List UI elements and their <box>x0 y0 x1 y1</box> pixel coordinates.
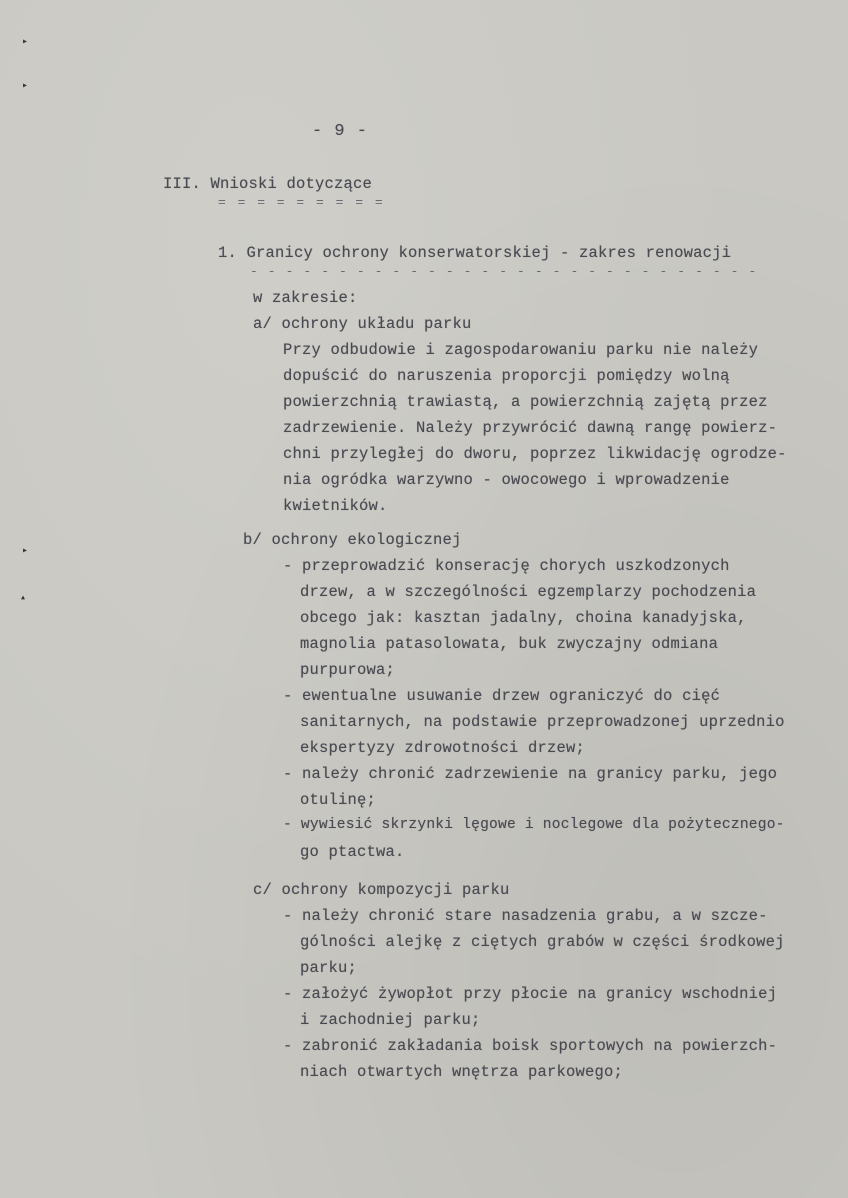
item-a-line: Przy odbudowie i zagospodarowaniu parku nie należy <box>283 341 759 359</box>
item-b-line: - należy chronić zadrzewienie na granicy parku, jego <box>283 765 778 783</box>
item-c-line: - założyć żywopłot przy płocie na granicy wschodniej <box>283 985 778 1003</box>
item-c-line: - zabronić zakładania boisk sportowych na powierzch- <box>283 1037 778 1055</box>
item-a-line: zadrzewienie. Należy przywrócić dawną rangę powierz- <box>283 419 778 437</box>
intro-text: w zakresie: <box>253 289 358 307</box>
item-a-line: dopuścić do naruszenia proporcji pomiędzy wolną <box>283 367 730 385</box>
item-b-line: otulinę; <box>300 791 377 809</box>
item-b-line: drzew, a w szczególności egzemplarzy pochodzenia <box>300 583 757 601</box>
item-c-line: i zachodniej parku; <box>300 1011 481 1029</box>
item-a-line: powierzchnią trawiastą, a powierzchnią zajętą przez <box>283 393 768 411</box>
page-number: - 9 - <box>312 122 369 141</box>
section-heading: III. Wnioski dotyczące <box>163 175 373 193</box>
item-a-line: chni przyległej do dworu, poprzez likwidację ogrodze- <box>283 445 787 463</box>
item-b-line: ekspertyzy zdrowotności drzew; <box>300 739 586 757</box>
margin-mark: ▴ <box>20 593 27 604</box>
item-b-line: - ewentualne usuwanie drzew ograniczyć do cięć <box>283 687 721 705</box>
item-b-line: purpurowa; <box>300 661 396 679</box>
section-underline: = = = = = = = = = <box>218 195 385 210</box>
item-c-line: gólności alejkę z ciętych grabów w części środkowej <box>300 933 785 951</box>
item-b-line: - wywiesić skrzynki lęgowe i noclegowe dla pożytecznego- <box>283 817 785 833</box>
item-b-line: obcego jak: kasztan jadalny, choina kanadyjska, <box>300 609 747 627</box>
item-c-heading: c/ ochrony kompozycji parku <box>253 881 510 899</box>
margin-mark: ▸ <box>22 37 29 48</box>
subsection-heading: 1. Granicy ochrony konserwatorskiej - zakres renowacji <box>218 244 732 262</box>
item-a-line: nia ogródka warzywno - owocowego i wprowadzenie <box>283 471 730 489</box>
item-b-line: - przeprowadzić konserację chorych uszkodzonych <box>283 557 730 575</box>
item-b-heading: b/ ochrony ekologicznej <box>243 531 462 549</box>
item-b-line: go ptactwa. <box>300 843 405 861</box>
margin-mark: ▸ <box>22 81 29 92</box>
item-a-line: kwietników. <box>283 497 388 515</box>
item-b-line: sanitarnych, na podstawie przeprowadzonej uprzednio <box>300 713 785 731</box>
margin-mark: ▸ <box>22 546 29 557</box>
item-c-line: - należy chronić stare nasadzenia grabu, a w szcze- <box>283 907 768 925</box>
item-b-line: magnolia patasolowata, buk zwyczajny odmiana <box>300 635 719 653</box>
item-c-line: niach otwartych wnętrza parkowego; <box>300 1063 624 1081</box>
item-c-line: parku; <box>300 959 358 977</box>
item-a-heading: a/ ochrony układu parku <box>253 315 472 333</box>
subsection-underline: - - - - - - - - - - - - - - - - - - - - - - - - - - - - - <box>250 264 758 279</box>
